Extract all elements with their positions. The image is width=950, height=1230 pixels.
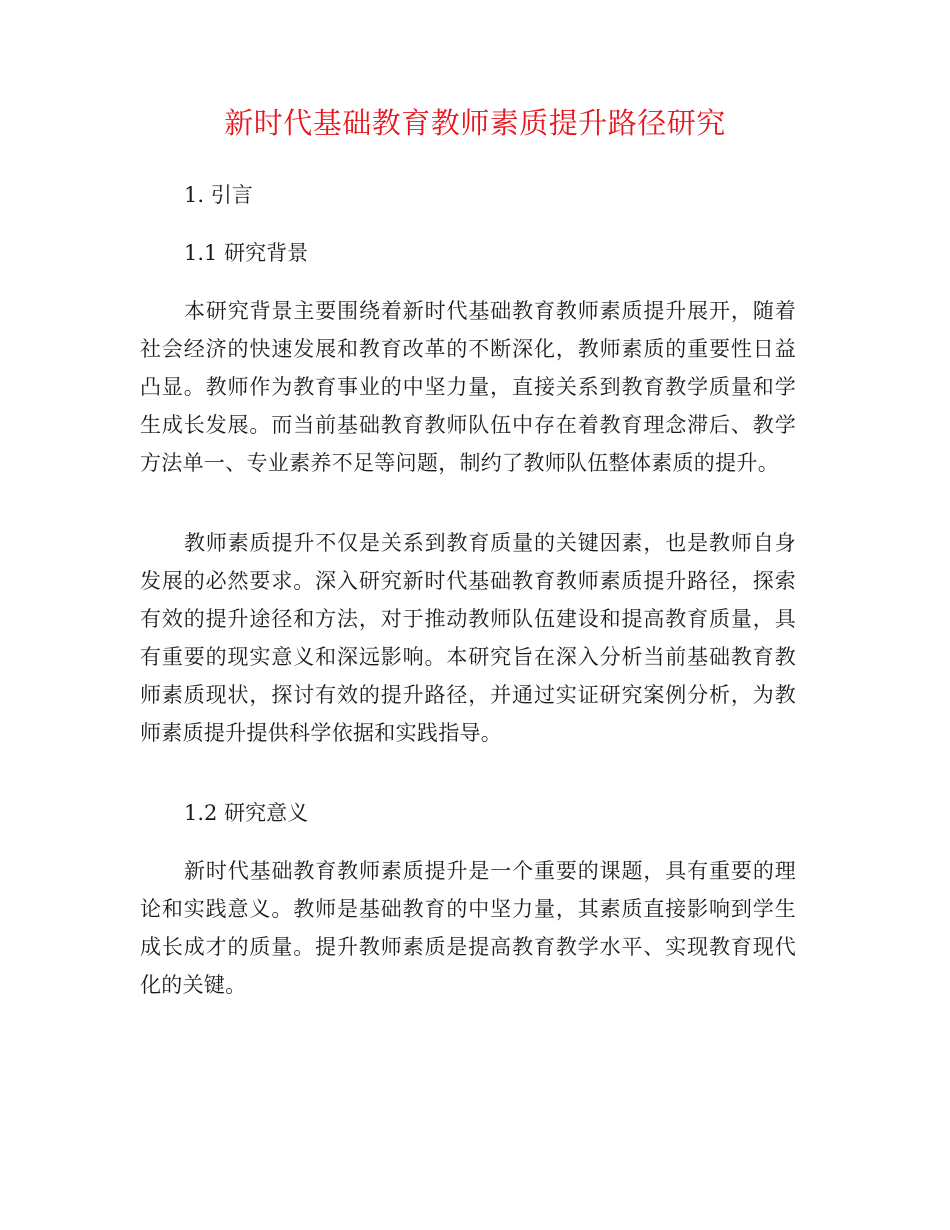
section-heading-background: 1.1 研究背景 <box>184 241 309 265</box>
document-title: 新时代基础教育教师素质提升路径研究 <box>224 106 726 140</box>
paragraph-background-2: 教师素质提升不仅是关系到教育质量的关键因素，也是教师自身发展的必然要求。深入研究新时代基础教育教师素质提升路径，探索有效的提升途径和方法，对于推动教师队伍建设和提高教育质量，具有重要的现实意义和深远影响。本研究旨在深入分析当前基础教育教师素质现状，探讨有效的提升路径，并通过实证研究案例分析，为教师素质提升提供科学依据和实践指导。 <box>140 531 796 745</box>
paragraph-significance-1: 新时代基础教育教师素质提升是一个重要的课题，具有重要的理论和实践意义。教师是基础教育的中坚力量，其素质直接影响到学生成长成才的质量。提升教师素质是提高教育教学水平、实现教育现代化的关键。 <box>140 859 796 997</box>
paragraph-background-1: 本研究背景主要围绕着新时代基础教育教师素质提升展开，随着社会经济的快速发展和教育改革的不断深化，教师素质的重要性日益凸显。教师作为教育事业的中坚力量，直接关系到教育教学质量和学生成长发展。而当前基础教育教师队伍中存在着教育理念滞后、教学方法单一、专业素养不足等问题，制约了教师队伍整体素质的提升。 <box>140 299 796 475</box>
section-heading-significance: 1.2 研究意义 <box>184 801 309 825</box>
section-heading-intro: 1. 引言 <box>184 183 253 207</box>
